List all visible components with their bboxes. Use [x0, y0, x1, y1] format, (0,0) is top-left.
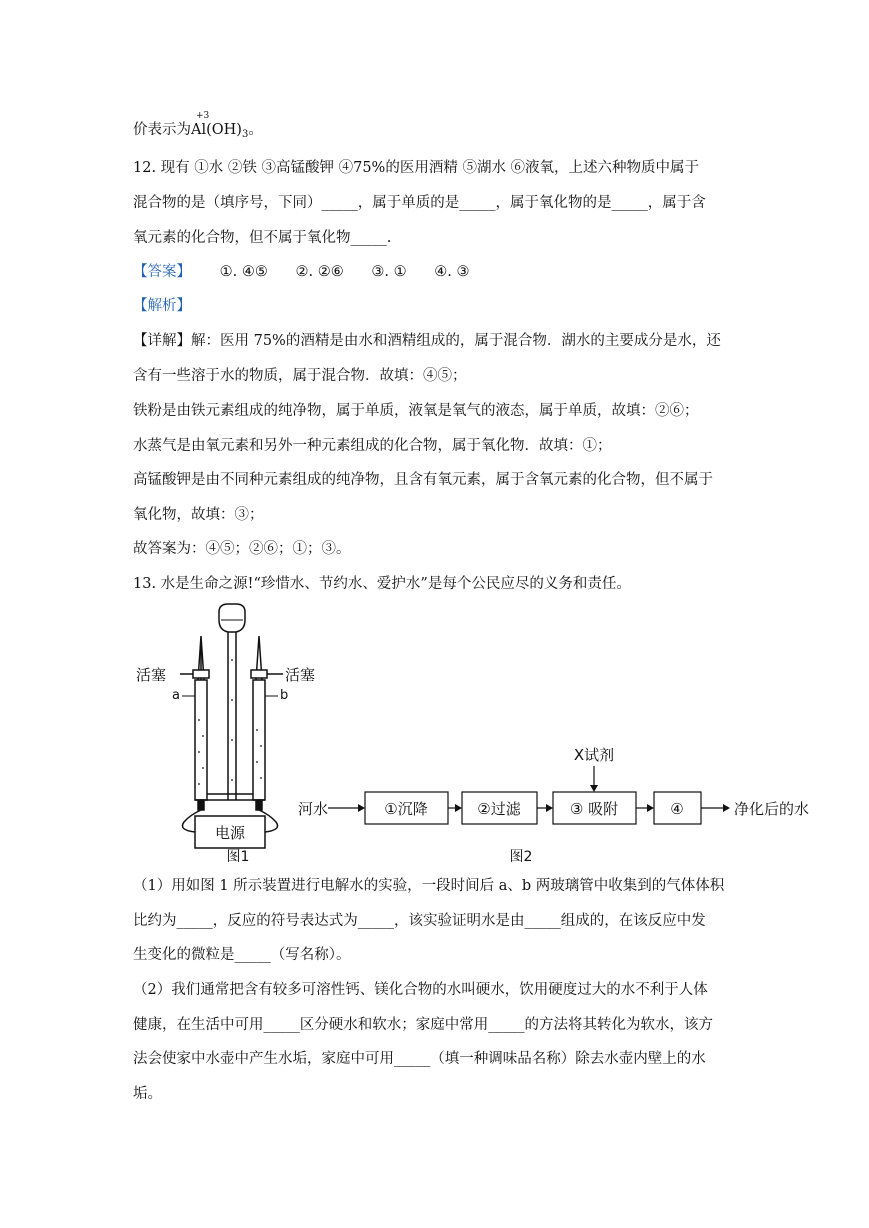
power-supply-label: 电源 — [214, 824, 246, 842]
detail-line-7: 故答案为：④⑤；②⑥；①；③。 — [133, 541, 351, 557]
detail-line-5: 高锰酸钾是由不同种元素组成的纯净物，且含有氧元素，属于含氧元素的化合物，但不属于 — [133, 472, 713, 488]
stopcock-left-label: 活塞 — [136, 666, 167, 684]
q12-line-3: 氧元素的化合物，但不属于氧化物_____. — [133, 230, 392, 246]
detail-text-1: 解：医用 75%的酒精是由水和酒精组成的，属于混合物．湖水的主要成分是水，还 — [191, 333, 721, 349]
q13-part1-line-2: 比约为_____，反应的符号表达式为_____，该实验证明水是由_____组成的，在该反应中发 — [133, 913, 706, 929]
formula-subscript: 3 — [241, 129, 249, 140]
reagent-label: X试剂 — [573, 746, 615, 764]
q13-part2-line-2: 健康，在生活中可用_____区分硬水和软水；家庭中常用_____的方法将其转化为软水，该方 — [133, 1017, 713, 1033]
valence-mark: +3 — [196, 111, 210, 121]
detail-line-2: 含有一些溶于水的物质，属于混合物．故填：④⑤； — [133, 368, 467, 384]
q13-part1-line-1: （1）用如图 1 所示装置进行电解水的实验，一段时间后 a、b 两玻璃管中收集到的气体体积 — [133, 878, 725, 894]
detail-line-4: 水蒸气是由氧元素和另外一种元素组成的化合物，属于氧化物．故填：①； — [133, 438, 612, 454]
flow-source-label: 河水 — [298, 800, 329, 818]
tube-b-label: b — [280, 688, 289, 703]
flow-step-2: ②过滤 — [477, 800, 521, 818]
detail-label: 【详解】 — [133, 333, 191, 349]
formula-prefix: 价表示为 — [133, 122, 191, 138]
detail-line-6: 氧化物，故填：③； — [133, 507, 264, 523]
stopcock-right-label: 活塞 — [285, 666, 316, 684]
q12-line-2: 混合物的是（填序号，下同）_____，属于单质的是_____，属于氧化物的是_____，属于含 — [133, 195, 706, 211]
q12-line-1: 12. 现有 ①水 ②铁 ③高锰酸钾 ④75%的医用酒精 ⑤湖水 ⑥液氧，上述六种物质中属于 — [133, 160, 700, 176]
tube-a-label: a — [172, 688, 180, 703]
formula-group: (OH) — [206, 122, 242, 138]
answer-label: 【答案】 — [133, 264, 191, 280]
flow-step-1: ①沉降 — [384, 800, 428, 818]
q13-part2-line-1: （2）我们通常把含有较多可溶性钙、镁化合物的水叫硬水，饮用硬度过大的水不利于人体 — [133, 982, 708, 998]
flow-step-4: ④ — [670, 800, 684, 818]
formula-element: Al — [191, 122, 207, 138]
flow-result-label: 净化后的水 — [734, 800, 810, 818]
q13-part2-line-3: 法会使家中水壶中产生水垢，家庭中可用_____（填一种调味品名称）除去水壶内壁上的水 — [133, 1051, 706, 1067]
figure1-caption: 图1 — [226, 849, 250, 865]
formula-suffix: 。 — [248, 122, 263, 138]
figure1-electrolysis-apparatus — [180, 604, 283, 848]
flow-step-3: ③ 吸附 — [569, 800, 619, 818]
answer-text: ①. ④⑤ ②. ②⑥ ③. ① ④. ③ — [219, 264, 470, 280]
analysis-label: 【解析】 — [133, 298, 191, 314]
q13-title: 13. 水是生命之源!“珍惜水、节约水、爱护水”是每个公民应尽的义务和责任。 — [133, 576, 631, 592]
q13-part2-line-4: 垢。 — [133, 1086, 162, 1102]
figure2-caption: 图2 — [509, 849, 533, 865]
q13-part1-line-3: 生变化的微粒是_____（写名称）。 — [133, 947, 351, 963]
detail-line-3: 铁粉是由铁元素组成的纯净物，属于单质，液氧是氧气的液态，属于单质，故填：②⑥； — [133, 403, 699, 419]
